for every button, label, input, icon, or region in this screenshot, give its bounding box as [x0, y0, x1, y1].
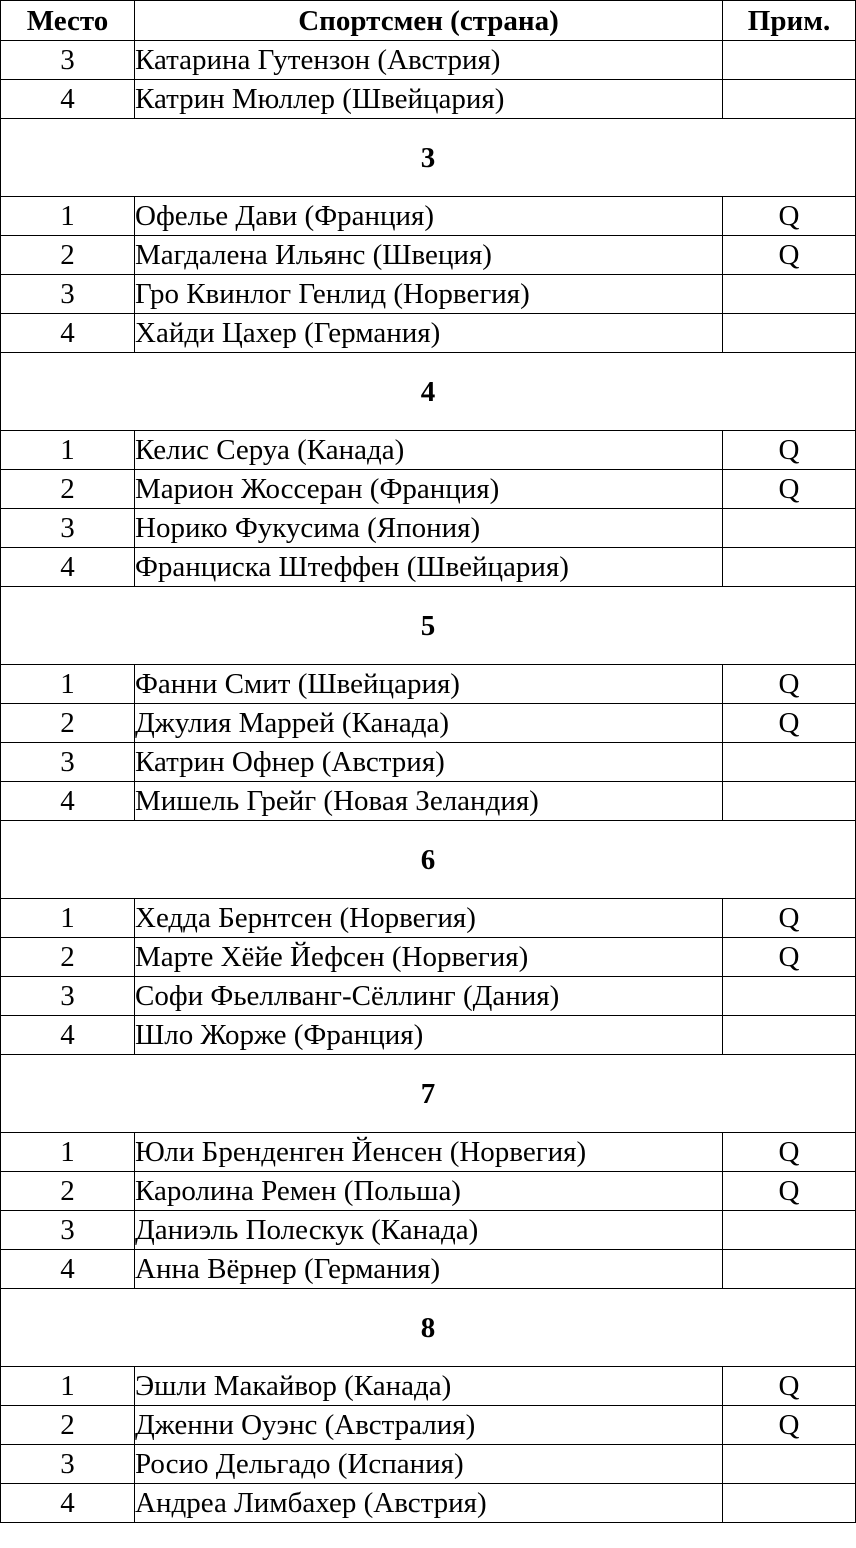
table-row — [1, 1367, 856, 1406]
table-row — [1, 431, 856, 470]
table-row — [1, 1016, 856, 1055]
heat-number: 6 — [1, 821, 856, 899]
note-cell: Q — [723, 1406, 856, 1445]
note-cell: Q — [723, 470, 856, 509]
heat-header-row — [1, 821, 856, 899]
table-row — [1, 197, 856, 236]
table-row — [1, 1211, 856, 1250]
table-row — [1, 938, 856, 977]
place-cell: 3 — [1, 41, 135, 80]
place-cell: 3 — [1, 1445, 135, 1484]
note-cell — [723, 548, 856, 587]
note-cell — [723, 1211, 856, 1250]
place-cell: 4 — [1, 782, 135, 821]
athlete-cell: Андреа Лимбахер (Австрия) — [135, 1484, 723, 1523]
heat-header-row — [1, 1055, 856, 1133]
note-cell — [723, 977, 856, 1016]
heat-header-row — [1, 353, 856, 431]
header-note: Прим. — [723, 1, 856, 41]
heat-number: 7 — [1, 1055, 856, 1133]
athlete-cell: Юли Бренденген Йенсен (Норвегия) — [135, 1133, 723, 1172]
athlete-cell: Гро Квинлог Генлид (Норвегия) — [135, 275, 723, 314]
place-cell: 2 — [1, 704, 135, 743]
note-cell — [723, 41, 856, 80]
place-cell: 2 — [1, 470, 135, 509]
heat-header-row — [1, 119, 856, 197]
note-cell: Q — [723, 1367, 856, 1406]
table-row — [1, 977, 856, 1016]
table-row — [1, 704, 856, 743]
athlete-cell: Хайди Цахер (Германия) — [135, 314, 723, 353]
note-cell: Q — [723, 431, 856, 470]
table-row — [1, 1445, 856, 1484]
note-cell — [723, 1016, 856, 1055]
place-cell: 4 — [1, 1484, 135, 1523]
note-cell — [723, 275, 856, 314]
table-row — [1, 509, 856, 548]
place-cell: 3 — [1, 743, 135, 782]
athlete-cell: Франциска Штеффен (Швейцария) — [135, 548, 723, 587]
athlete-cell: Софи Фьеллванг-Сёллинг (Дания) — [135, 977, 723, 1016]
place-cell: 4 — [1, 1250, 135, 1289]
place-cell: 4 — [1, 314, 135, 353]
place-cell: 2 — [1, 1172, 135, 1211]
athlete-cell: Джулия Маррей (Канада) — [135, 704, 723, 743]
place-cell: 2 — [1, 1406, 135, 1445]
athlete-cell: Каролина Ремен (Польша) — [135, 1172, 723, 1211]
note-cell — [723, 509, 856, 548]
note-cell: Q — [723, 938, 856, 977]
athlete-cell: Катарина Гутензон (Австрия) — [135, 41, 723, 80]
place-cell: 3 — [1, 1211, 135, 1250]
place-cell: 4 — [1, 548, 135, 587]
athlete-cell: Офелье Дави (Франция) — [135, 197, 723, 236]
note-cell: Q — [723, 197, 856, 236]
heat-number: 5 — [1, 587, 856, 665]
header-athlete: Спортсмен (страна) — [135, 1, 723, 41]
place-cell: 4 — [1, 1016, 135, 1055]
table-row — [1, 236, 856, 275]
athlete-cell: Анна Вёрнер (Германия) — [135, 1250, 723, 1289]
athlete-cell: Катрин Мюллер (Швейцария) — [135, 80, 723, 119]
athlete-cell: Мишель Грейг (Новая Зеландия) — [135, 782, 723, 821]
place-cell: 3 — [1, 275, 135, 314]
table-row — [1, 743, 856, 782]
note-cell: Q — [723, 1133, 856, 1172]
header-row — [1, 1, 856, 41]
note-cell — [723, 1445, 856, 1484]
athlete-cell: Росио Дельгадо (Испания) — [135, 1445, 723, 1484]
athlete-cell: Фанни Смит (Швейцария) — [135, 665, 723, 704]
note-cell: Q — [723, 665, 856, 704]
table-row — [1, 1406, 856, 1445]
table-row — [1, 1484, 856, 1523]
athlete-cell: Шло Жорже (Франция) — [135, 1016, 723, 1055]
table-row — [1, 275, 856, 314]
header-place: Место — [1, 1, 135, 41]
athlete-cell: Катрин Офнер (Австрия) — [135, 743, 723, 782]
place-cell: 1 — [1, 899, 135, 938]
note-cell — [723, 743, 856, 782]
table-row — [1, 1250, 856, 1289]
place-cell: 3 — [1, 977, 135, 1016]
table-row — [1, 1172, 856, 1211]
note-cell — [723, 782, 856, 821]
heat-header-row — [1, 1289, 856, 1367]
note-cell — [723, 314, 856, 353]
table-row — [1, 314, 856, 353]
place-cell: 3 — [1, 509, 135, 548]
athlete-cell: Хедда Бернтсен (Норвегия) — [135, 899, 723, 938]
place-cell: 4 — [1, 80, 135, 119]
place-cell: 2 — [1, 938, 135, 977]
table-row — [1, 899, 856, 938]
note-cell: Q — [723, 704, 856, 743]
athlete-cell: Дженни Оуэнс (Австралия) — [135, 1406, 723, 1445]
note-cell — [723, 1484, 856, 1523]
place-cell: 1 — [1, 1133, 135, 1172]
table-row — [1, 548, 856, 587]
note-cell: Q — [723, 899, 856, 938]
place-cell: 1 — [1, 197, 135, 236]
athlete-cell: Келис Серуа (Канада) — [135, 431, 723, 470]
note-cell: Q — [723, 1172, 856, 1211]
table-row — [1, 80, 856, 119]
athlete-cell: Магдалена Ильянс (Швеция) — [135, 236, 723, 275]
heat-number: 3 — [1, 119, 856, 197]
note-cell — [723, 80, 856, 119]
athlete-cell: Марте Хёйе Йефсен (Норвегия) — [135, 938, 723, 977]
note-cell — [723, 1250, 856, 1289]
heat-number: 4 — [1, 353, 856, 431]
table-row — [1, 1133, 856, 1172]
place-cell: 1 — [1, 431, 135, 470]
place-cell: 1 — [1, 1367, 135, 1406]
heat-number: 8 — [1, 1289, 856, 1367]
place-cell: 1 — [1, 665, 135, 704]
table-row — [1, 782, 856, 821]
athlete-cell: Даниэль Полескук (Канада) — [135, 1211, 723, 1250]
note-cell: Q — [723, 236, 856, 275]
table-row — [1, 41, 856, 80]
place-cell: 2 — [1, 236, 135, 275]
athlete-cell: Эшли Макайвор (Канада) — [135, 1367, 723, 1406]
athlete-cell: Норико Фукусима (Япония) — [135, 509, 723, 548]
table-row — [1, 665, 856, 704]
heat-header-row — [1, 587, 856, 665]
athlete-cell: Марион Жоссеран (Франция) — [135, 470, 723, 509]
results-body — [1, 41, 856, 1523]
table-row — [1, 470, 856, 509]
